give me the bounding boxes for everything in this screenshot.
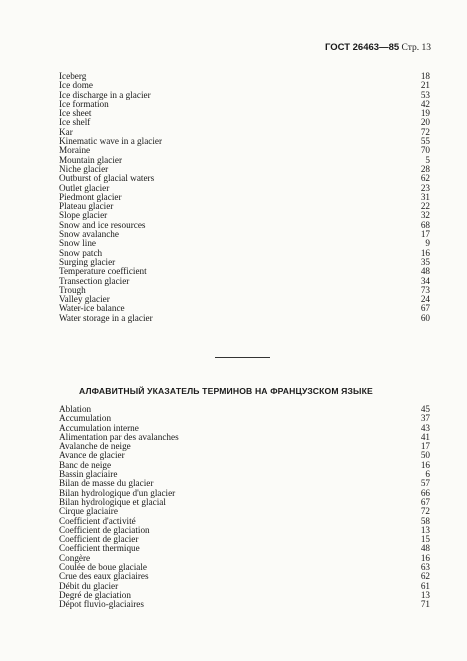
term-label: Coefficient de glaciation: [59, 524, 150, 535]
french-index-heading: АЛФАВИТНЫЙ УКАЗАТЕЛЬ ТЕРМИНОВ НА ФРАНЦУЗСКОМ ЯЗЫКЕ: [79, 386, 373, 396]
term-label: Plateau glacier: [59, 201, 114, 212]
term-label: Slope glacier: [59, 210, 108, 221]
term-label: Snow patch: [59, 247, 103, 258]
index-entry: [59, 544, 430, 553]
standard-number: ГОСТ 26463—85: [324, 42, 400, 53]
term-label: Niche glacier: [59, 163, 109, 174]
term-page-number: 43: [420, 422, 430, 433]
index-entry: [59, 193, 430, 202]
term-label: Ice shelf: [59, 117, 91, 128]
index-entry: [59, 100, 430, 109]
term-label: Bassin glaciaire: [59, 469, 118, 480]
term-label: Transection glacier: [59, 275, 130, 286]
term-label: Piedmont glacier: [59, 191, 122, 202]
term-page-number: 16: [420, 459, 430, 470]
term-page-number: 66: [420, 487, 430, 498]
term-label: Outburst of glacial waters: [59, 173, 155, 184]
term-label: Avalanche de neige: [59, 441, 131, 452]
term-page-number: 58: [420, 515, 430, 526]
term-page-number: 17: [420, 229, 430, 240]
term-label: Moraine: [59, 145, 91, 156]
term-label: Kinematic wave in a glacier: [59, 136, 163, 147]
term-page-number: 37: [420, 413, 430, 424]
term-label: Surging glacier: [59, 256, 116, 267]
term-page-number: 35: [420, 256, 430, 267]
term-page-number: 17: [420, 441, 430, 452]
term-page-number: 48: [420, 266, 430, 277]
term-page-number: 63: [420, 562, 430, 573]
english-term-index: [59, 72, 430, 323]
term-page-number: 9: [425, 238, 430, 249]
term-label: Snow and ice resources: [59, 219, 146, 230]
term-page-number: 62: [420, 571, 430, 582]
term-label: Bilan hydrologique d'un glacier: [59, 487, 176, 498]
term-page-number: 18: [420, 71, 430, 81]
term-label: Degré de glaciation: [59, 589, 131, 600]
term-page-number: 73: [420, 284, 430, 295]
index-entry: [59, 314, 430, 323]
term-page-number: 50: [420, 450, 430, 461]
term-page-number: 68: [420, 219, 430, 230]
term-page-number: 67: [420, 303, 430, 314]
french-term-index: [59, 405, 430, 610]
page-number: Стр. 13: [401, 43, 431, 53]
term-label: Temperature coefficient: [59, 266, 147, 277]
term-label: Iceberg: [59, 71, 87, 81]
term-page-number: 32: [420, 210, 430, 221]
term-page-number: 42: [420, 98, 430, 109]
term-label: Bilan de masse du glacier: [59, 478, 154, 489]
term-label: Bilan hydrologique et glacial: [59, 496, 166, 507]
index-entry: [59, 600, 430, 609]
index-entry: [59, 72, 430, 81]
term-label: Accumulation interne: [59, 422, 139, 433]
term-page-number: 13: [420, 589, 430, 600]
term-label: Coefficient d'activité: [59, 515, 136, 526]
term-label: Crue des eaux glaciaires: [59, 571, 149, 582]
term-label: Coulée de boue glaciale: [59, 562, 148, 573]
term-page-number: 15: [420, 534, 430, 545]
term-page-number: 34: [420, 275, 430, 286]
term-label: Ice discharge in a glacier: [59, 89, 151, 100]
term-page-number: 21: [420, 80, 430, 91]
term-page-number: 61: [420, 580, 430, 591]
term-page-number: 5: [425, 154, 430, 165]
term-page-number: 13: [420, 524, 430, 535]
index-entry: [59, 174, 430, 183]
term-label: Snow avalanche: [59, 229, 119, 240]
term-label: Avance de glacier: [59, 450, 125, 461]
term-label: Ablation: [59, 404, 92, 414]
term-label: Snow line: [59, 238, 97, 249]
term-page-number: 72: [420, 126, 430, 137]
index-entry: [59, 109, 430, 118]
index-entry: [59, 156, 430, 165]
term-page-number: 19: [420, 108, 430, 119]
term-page-number: 70: [420, 145, 430, 156]
term-page-number: 20: [420, 117, 430, 128]
section-divider: [215, 357, 270, 358]
index-entry: [59, 277, 430, 286]
term-page-number: 41: [420, 431, 430, 442]
term-label: Banc de neige: [59, 459, 112, 470]
term-page-number: 67: [420, 496, 430, 507]
term-label: Dépot fluvio-glaciaires: [59, 599, 144, 610]
term-label: Water-ice balance: [59, 303, 125, 314]
term-page-number: 22: [420, 201, 430, 212]
index-entry: [59, 405, 430, 414]
index-entry: [59, 239, 430, 248]
term-page-number: 53: [420, 89, 430, 100]
term-page-number: 71: [420, 599, 430, 610]
term-label: Trough: [59, 284, 86, 295]
term-label: Ice dome: [59, 80, 93, 91]
term-label: Outlet glacier: [59, 182, 110, 193]
term-page-number: 31: [420, 191, 430, 202]
index-entry: [59, 286, 430, 295]
index-entry: [59, 137, 430, 146]
term-page-number: 48: [420, 543, 430, 554]
term-label: Accumulation: [59, 413, 112, 424]
term-label: Cirque glaciaire: [59, 506, 118, 517]
term-label: Ice sheet: [59, 108, 92, 119]
term-label: Mountain glacier: [59, 154, 123, 165]
term-page-number: 24: [420, 294, 430, 305]
term-page-number: 60: [420, 312, 430, 323]
index-entry: [59, 451, 430, 460]
term-label: Congère: [59, 552, 91, 563]
term-page-number: 45: [420, 404, 430, 414]
term-label: Water storage in a glacier: [59, 312, 153, 323]
term-label: Alimentation par des avalanches: [59, 431, 179, 442]
index-entry: [59, 202, 430, 211]
index-entry: [59, 91, 430, 100]
term-label: Coefficient thermique: [59, 543, 140, 554]
term-page-number: 62: [420, 173, 430, 184]
term-page-number: 55: [420, 136, 430, 147]
term-page-number: 23: [420, 182, 430, 193]
term-label: Coefficient de glacier: [59, 534, 139, 545]
term-page-number: 72: [420, 506, 430, 517]
term-label: Débit du glacier: [59, 580, 119, 591]
term-page-number: 57: [420, 478, 430, 489]
term-page-number: 16: [420, 552, 430, 563]
index-entry: [59, 230, 430, 239]
term-page-number: 16: [420, 247, 430, 258]
term-page-number: 6: [425, 469, 430, 480]
term-label: Valley glacier: [59, 294, 110, 305]
term-label: Ice formation: [59, 98, 109, 109]
index-entry: [59, 118, 430, 127]
term-page-number: 28: [420, 163, 430, 174]
term-label: Kar: [59, 126, 73, 137]
page-header: [325, 42, 431, 53]
